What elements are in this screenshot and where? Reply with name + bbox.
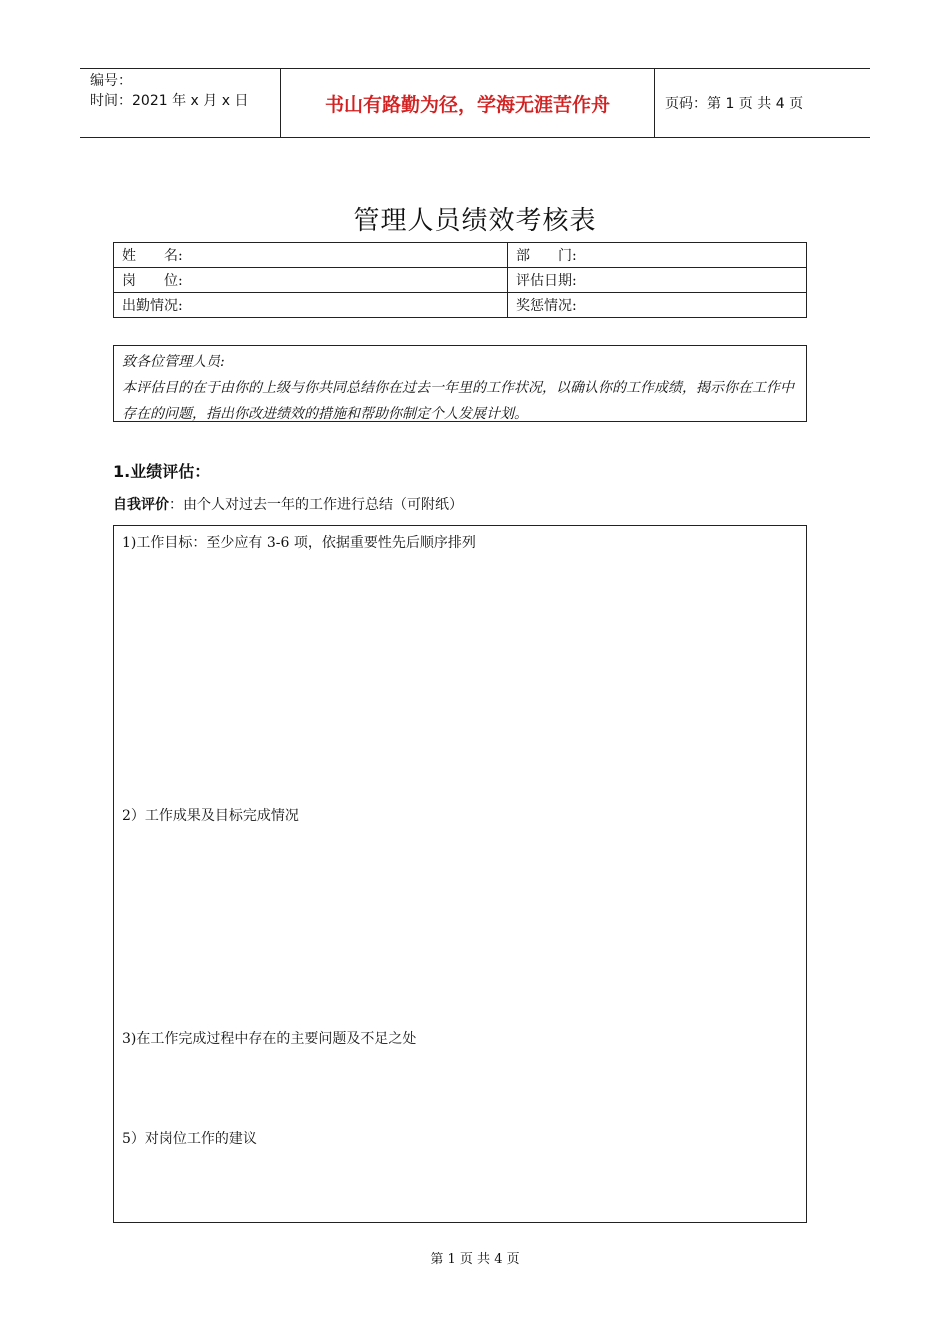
note-body: 本评估目的在于由你的上级与你共同总结你在过去一年里的工作状况，以确认你的工作成绩，揭示你在工作中存在的问题，指出你改进绩效的措施和帮助你制定个人发展计划。	[122, 380, 794, 422]
dept-field[interactable]: 部 门:	[508, 243, 807, 268]
self-evaluation-box[interactable]	[113, 525, 807, 1223]
self-eval-label: 自我评价	[113, 497, 169, 513]
table-row	[114, 268, 807, 293]
self-eval-desc: ：由个人对过去一年的工作进行总结（可附纸）	[169, 497, 463, 513]
self-evaluation-line	[113, 494, 463, 514]
code-label: 编号：	[90, 73, 132, 89]
header-meta	[80, 69, 281, 137]
header-motto: 书山有路勤为径，学海无涯苦作舟	[281, 69, 655, 137]
page-header	[80, 68, 870, 138]
item-problems: 3)在工作完成过程中存在的主要问题及不足之处	[122, 1031, 417, 1047]
page-title: 管理人员绩效考核表	[353, 206, 597, 236]
eval-date-field[interactable]: 评估日期:	[508, 268, 807, 293]
name-field[interactable]: 姓 名:	[114, 243, 508, 268]
time-label: 时间：2021 年 x 月 x 日	[90, 93, 249, 109]
attendance-field[interactable]: 出勤情况:	[114, 293, 508, 318]
item-suggestions: 5）对岗位工作的建议	[122, 1131, 257, 1147]
item-work-results: 2）工作成果及目标完成情况	[122, 808, 299, 824]
note-greeting: 致各位管理人员:	[122, 354, 225, 370]
table-row	[114, 243, 807, 268]
position-field[interactable]: 岗 位:	[114, 268, 508, 293]
instruction-note	[113, 345, 807, 422]
page-footer: 第 1 页 共 4 页	[430, 1252, 520, 1267]
table-row	[114, 293, 807, 318]
rewards-field[interactable]: 奖惩情况:	[508, 293, 807, 318]
item-work-goals: 1)工作目标：至少应有 3-6 项，依据重要性先后顺序排列	[122, 535, 476, 551]
header-page-info: 页码：第 1 页 共 4 页	[665, 96, 804, 112]
info-table	[113, 242, 807, 318]
section-title: 1.业绩评估：	[113, 462, 211, 481]
